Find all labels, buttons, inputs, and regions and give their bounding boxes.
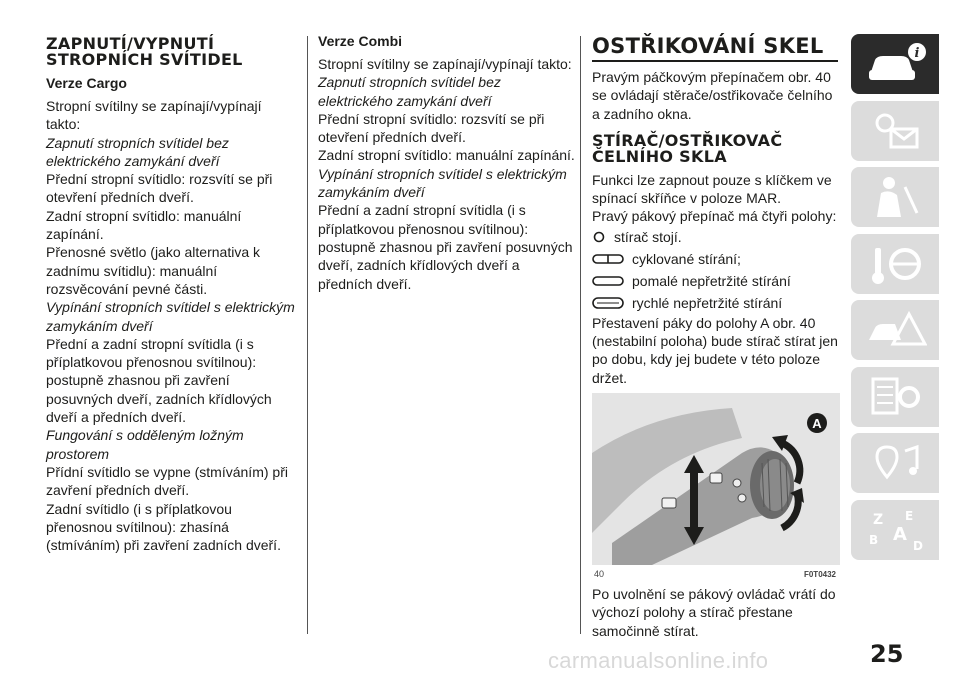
paragraph: Přenosné světlo (jako alternativa k zadnímu svítidlu): manuální rozsvěcování pevné části. bbox=[46, 244, 260, 297]
heading-line-1: STÍRAČ/OSTŘIKOVAČ bbox=[592, 130, 783, 150]
svg-text:A: A bbox=[893, 523, 907, 545]
paragraph: Přestavení páky do polohy A obr. 40 (nestabilní poloha) bude stírač stírat jen po dobu, kdy jej budete v této poloze držet. bbox=[592, 314, 838, 386]
svg-text:B: B bbox=[869, 532, 879, 547]
paragraph: Pravým páčkovým přepínačem obr. 40 se ovládají stěrače/ostřikovače čelního a zadního okna. bbox=[592, 69, 833, 122]
italic-subheading: Vypínání stropních svítidel s elektrickým zamykáním dveří bbox=[46, 299, 295, 334]
paragraph: Stropní svítilny se zapínají/vypínají takto: bbox=[46, 98, 262, 133]
column-1 bbox=[46, 0, 296, 554]
watermark: carmanualsonline.info bbox=[548, 648, 769, 673]
figure-wiper-lever bbox=[592, 393, 840, 579]
checklist-gear-icon bbox=[865, 373, 927, 421]
chapter-tabs bbox=[851, 34, 941, 566]
tab-warnings[interactable] bbox=[851, 101, 939, 161]
wiper-intermittent-icon bbox=[592, 252, 624, 266]
column-divider bbox=[307, 36, 308, 634]
tab-starting-driving[interactable] bbox=[851, 234, 939, 294]
svg-text:Z: Z bbox=[873, 511, 884, 528]
heading-line-1: ZAPNUTÍ/VYPNUTÍ bbox=[46, 34, 215, 53]
wiper-option-slow bbox=[592, 270, 844, 292]
italic-subheading: Vypínání stropních svítidel s elektrickým zamykáním dveří bbox=[318, 165, 567, 201]
heading-rule bbox=[592, 60, 838, 62]
section-heading-lights bbox=[46, 36, 296, 68]
wiper-fast-icon bbox=[592, 296, 624, 310]
seatbelt-passenger-icon bbox=[865, 173, 927, 221]
wiper-option-text: rychlé nepřetržité stírání bbox=[632, 294, 783, 311]
version-cargo-label: Verze Cargo bbox=[46, 75, 127, 91]
column-3 bbox=[592, 0, 844, 640]
figure-code: F0T0432 bbox=[803, 569, 836, 579]
paragraph: Stropní svítilny se zapínají/vypínají takto: bbox=[318, 56, 572, 72]
tab-emergency[interactable] bbox=[851, 300, 939, 360]
wiper-option-text: stírač stojí. bbox=[614, 228, 682, 245]
car-warning-triangle-icon bbox=[865, 306, 927, 354]
italic-subheading: Fungování s odděleným ložným prostorem bbox=[46, 427, 244, 462]
wiper-option-fast bbox=[592, 292, 844, 314]
paragraph: Zadní stropní svítidlo: manuální zapínání. bbox=[318, 147, 575, 164]
figure-label-a: A bbox=[812, 415, 822, 431]
paragraph: Přední a zadní stropní svítidla (i s příplatkovou přenosnou svítilnou): postupně zhasnou při zavření posuvných dveří, zadních křídlových dveří a předních dveří. bbox=[318, 202, 573, 292]
subsection-heading-wiper bbox=[592, 130, 844, 166]
section-heading-washers: OSTŘIKOVÁNÍ SKEL bbox=[592, 34, 824, 58]
wiper-off-icon bbox=[592, 230, 606, 244]
svg-text:i: i bbox=[914, 46, 920, 61]
car-info-icon bbox=[865, 40, 927, 88]
column-divider bbox=[580, 36, 581, 634]
figure-number: 40 bbox=[594, 568, 605, 579]
paragraph: Po uvolnění se pákový ovládač vrátí do výchozí polohy a stírač přestane samočinně stírat. bbox=[592, 585, 836, 639]
svg-text:E: E bbox=[905, 508, 914, 523]
key-steering-wheel-icon bbox=[865, 240, 927, 288]
svg-text:D: D bbox=[913, 538, 923, 553]
column-2 bbox=[318, 0, 576, 293]
wiper-option-off bbox=[592, 226, 844, 248]
paragraph: Přední stropní svítidlo: rozsvítí se při otevření předních dveří. bbox=[46, 171, 273, 206]
paragraph: Funkci lze zapnout pouze s klíčkem ve spínací skříňce v poloze MAR. bbox=[592, 171, 832, 207]
page-number: 25 bbox=[870, 640, 904, 668]
italic-subheading: Zapnutí stropních svítidel bez elektrického zamykání dveří bbox=[46, 134, 229, 169]
navigation-music-icon bbox=[865, 439, 927, 487]
paragraph: Zadní stropní svítidlo: manuální zapínání. bbox=[46, 207, 242, 243]
tab-maintenance[interactable] bbox=[851, 367, 939, 427]
tab-safety[interactable] bbox=[851, 167, 939, 227]
tab-index[interactable] bbox=[851, 500, 939, 560]
wiper-option-intermittent bbox=[592, 248, 844, 270]
paragraph: Přední stropní svítidlo: rozsvítí se při otevření předních dveří. bbox=[318, 110, 545, 146]
paragraph: Přídní svítidlo se vypne (stmíváním) při zavření předních dveří. bbox=[46, 463, 288, 499]
tab-multimedia[interactable] bbox=[851, 433, 939, 493]
wiper-option-text: pomalé nepřetržité stírání bbox=[632, 272, 791, 289]
heading-line-2: ČELNÍHO SKLA bbox=[592, 146, 727, 166]
italic-subheading: Zapnutí stropních svítidel bez elektrického zamykání dveří bbox=[318, 74, 501, 109]
heading-line-2: STROPNÍCH SVÍTIDEL bbox=[46, 50, 243, 69]
paragraph: Přední a zadní stropní svítidla (i s příplatkovou přenosnou svítilnou): postupně zhasnou při zavření posuvných dveří, zadních křídlových dveří a předních dveří. bbox=[46, 335, 272, 426]
paragraph: Pravý pákový přepínač má čtyři polohy: bbox=[592, 208, 837, 225]
wiper-slow-icon bbox=[592, 274, 624, 288]
wiper-lever-illustration bbox=[592, 393, 840, 565]
version-combi-label: Verze Combi bbox=[318, 33, 403, 49]
alphabet-index-icon bbox=[865, 506, 927, 554]
tab-car-info[interactable] bbox=[851, 34, 939, 94]
paragraph: Zadní svítidlo (i s příplatkovou přenosnou svítilnou): zhasíná (stmíváním) při zavření zadních dveří. bbox=[46, 500, 281, 554]
warning-light-envelope-icon bbox=[865, 107, 927, 155]
wiper-option-text: cyklované stírání; bbox=[632, 250, 741, 267]
